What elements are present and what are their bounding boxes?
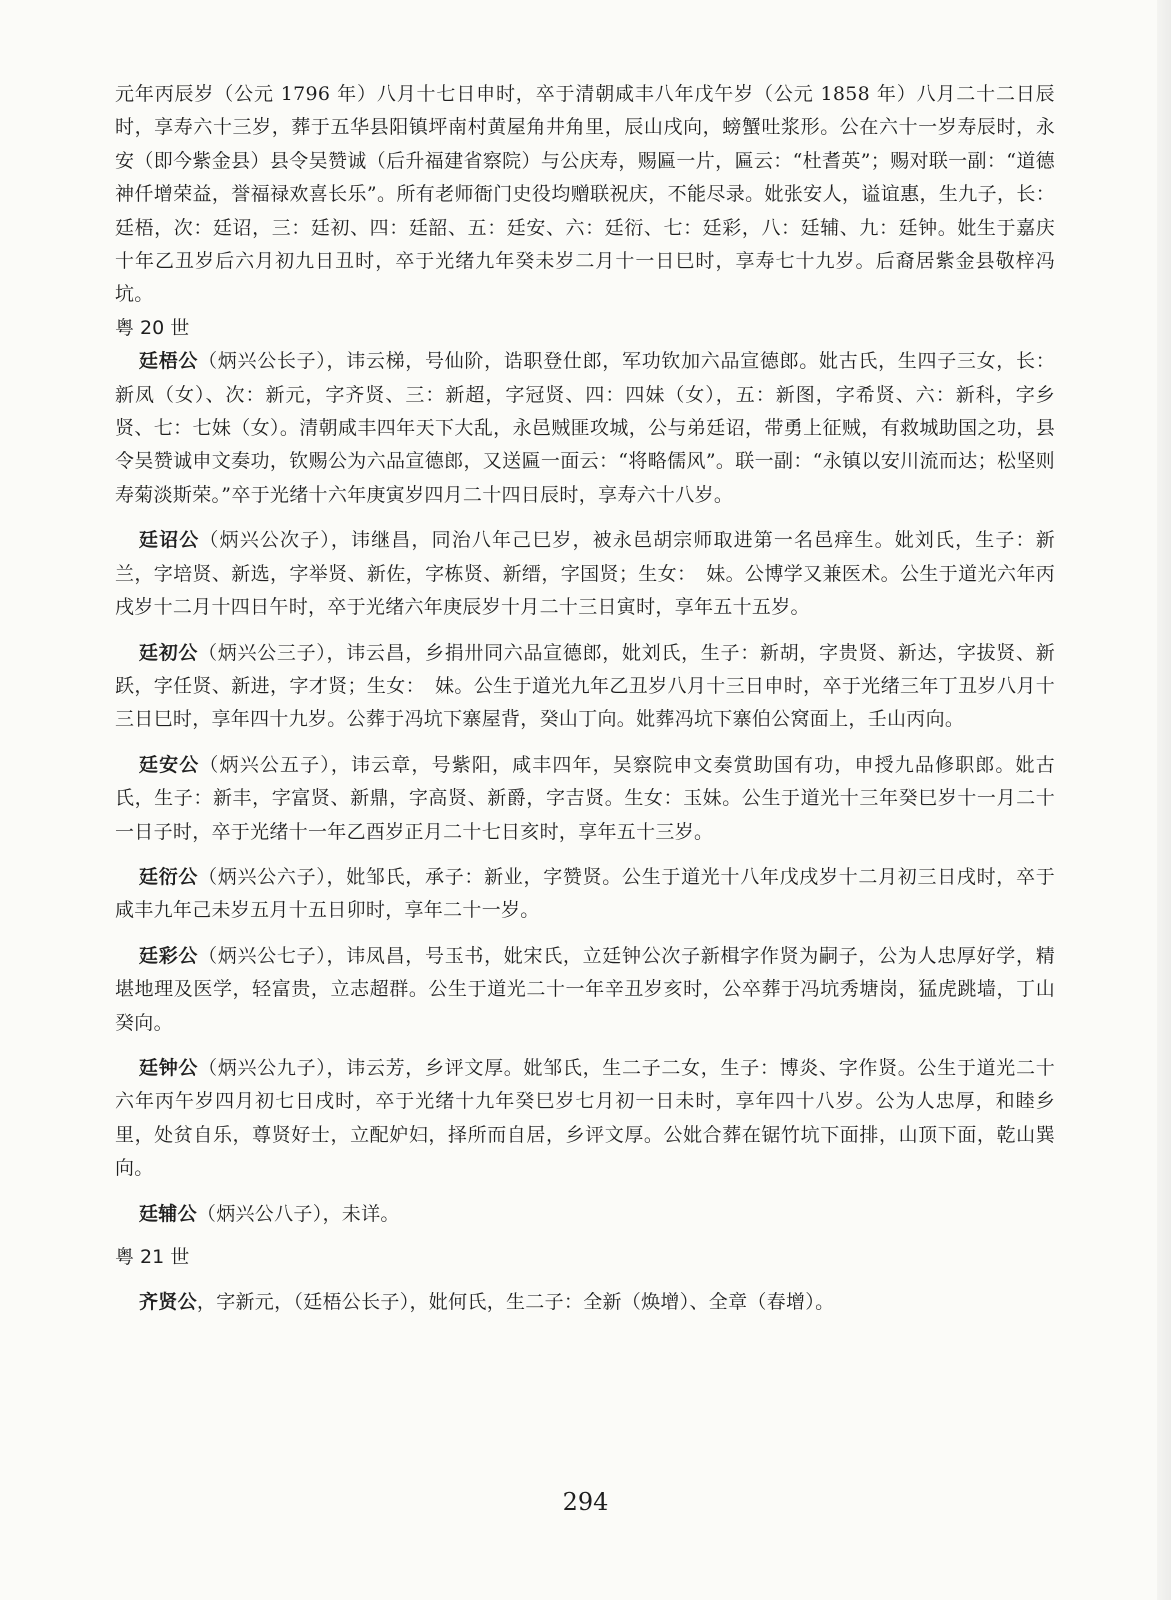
intro-paragraph: 元年丙辰岁（公元 1796 年）八月十七日申时，卒于清朝咸丰八年戊午岁（公元 1858 年）八月二十二日辰时，享寿六十三岁，葬于五华县阳镇坪南村黄屋角井角里，辰山戌向，螃蟹吐浆形。公在六十一岁寿辰时，永安（即今紫金县）县令吴赞诚（后升福建省察院）与公庆寿，赐匾一片，匾云：“杜耆英”；赐对联一副：“道德神仟增荣益，誉福禄欢喜长乐”。所有老师衙门史役均赠联祝庆，不能尽录。妣张安人，谥谊惠，生九子，长：廷梧，次：廷诏，三：廷初、四：廷韶、五：廷安、六：廷衍、七：廷彩，八：廷辅、九：廷钟。妣生于嘉庆十年乙丑岁后六月初九日丑时，卒于光绪九年癸未岁二月十一日巳时，享寿七十九岁。后裔居紫金县敬梓冯坑。 <box>115 83 1055 306</box>
entry-text: （炳兴公长子），讳云梯，号仙阶，诰职登仕郎，军功钦加六品宣德郎。妣古氏，生四子三女，长：新凤（女）、次：新元，字齐贤、三：新超，字冠贤、四：四妹（女），五：新图，字希贤、六：新科，字乡贤、七：七妹（女）。清朝咸丰四年天下大乱，永邑贼匪攻城，公与弟廷诏，带勇上征贼，有救城助国之功，县令吴赞诚申文奏功，钦赐公为六品宣德郎，又送匾一面云：“将略儒风”。联一副：“永镇以安川流而达；松坚则寿菊淡斯荣。”卒于光绪十六年庚寅岁四月二十四日辰时，享寿六十八岁。 <box>115 350 1056 506</box>
page-edge-shadow <box>1157 0 1171 1600</box>
generation-heading-20: 粤 20 世 <box>115 316 190 339</box>
entry-name: 廷梧公 <box>139 350 199 373</box>
text-body <box>115 78 1055 1320</box>
entry-paragraph <box>115 1286 1055 1319</box>
entry-name: 廷安公 <box>139 753 200 776</box>
entry-paragraph <box>115 524 1055 624</box>
entry-text: ，字新元，（廷梧公长子），妣何氏，生二子：全新（焕增）、全章（春增）。 <box>196 1291 835 1314</box>
entry-name: 廷衍公 <box>139 865 199 888</box>
page-number: 294 <box>562 1488 609 1516</box>
entry-text: （炳兴公九子），讳云芳，乡评文厚。妣邹氏，生二子二女，生子：博炎、字作贤。公生于道光二十六年丙午岁四月初七日戌时，卒于光绪十九年癸巳岁七月初一日未时，享年四十八岁。公为人忠厚，和睦乡里，处贫自乐，尊贤好士，立配妒妇，择所而自居，乡评文厚。公妣合葬在锯竹坑下面排，山顶下面，乾山巽向。 <box>115 1056 1056 1180</box>
entry-paragraph <box>115 345 1055 512</box>
entry-text: （炳兴公三子），讳云昌，乡捐卅同六品宣德郎，妣刘氏，生子：新胡，字贵贤、新达，字拔贤、新跃，字任贤、新进，字才贤；生女： 妹。公生于道光九年乙丑岁八月十三日申时，卒于光绪三年丁丑岁八月十三日巳时，享年四十九岁。公葬于冯坑下寨屋背，癸山丁向。妣葬冯坑下寨伯公窝面上，壬山丙向。 <box>115 641 1056 731</box>
entry-name: 廷钟公 <box>139 1056 199 1079</box>
entry-text: （炳兴公五子），讳云章，号紫阳，咸丰四年，吴察院申文奏赏助国有功，申授九品修职郎。妣古氏，生子：新丰，字富贤、新鼎，字高贤、新爵，字吉贤。生女：玉妹。公生于道光十三年癸巳岁十一月二十一日子时，卒于光绪十一年乙酉岁正月二十七日亥时，享年五十三岁。 <box>115 753 1055 843</box>
entry-paragraph <box>115 940 1055 1040</box>
entry-text: （炳兴公次子），讳继昌，同治八年己巳岁，被永邑胡宗师取进第一名邑痒生。妣刘氏，生子：新兰，字培贤、新选，字举贤、新佐，字栋贤、新缙，字国贤；生女： 妹。公博学又兼医术。公生于道光六年丙戌岁十二月十四日午时，卒于光绪六年庚辰岁十月二十三日寅时，享年五十五岁。 <box>115 529 1055 619</box>
entry-name: 廷彩公 <box>139 944 199 967</box>
entry-paragraph <box>115 1198 1055 1231</box>
entry-name: 廷辅公 <box>139 1202 197 1225</box>
entry-name: 廷诏公 <box>139 529 200 552</box>
entry-name: 廷初公 <box>139 641 199 664</box>
entry-text: （炳兴公七子），讳凤昌，号玉书，妣宋氏，立廷钟公次子新楫字作贤为嗣子，公为人忠厚好学，精堪地理及医学，轻富贵，立志超群。公生于道光二十一年辛丑岁亥时，公卒葬于冯坑秀塘岗，猛虎跳墙，丁山癸向。 <box>115 944 1056 1034</box>
entry-text: （炳兴公八子），未详。 <box>196 1202 400 1225</box>
entry-text: （炳兴公六子），妣邹氏，承子：新业，字赞贤。公生于道光十八年戊戌岁十二月初三日戌时，卒于咸丰九年己未岁五月十五日卯时，享年二十一岁。 <box>115 865 1056 922</box>
entry-name: 齐贤公 <box>139 1291 197 1314</box>
generation-heading-21: 粤 21 世 <box>115 1246 190 1268</box>
entry-paragraph <box>115 861 1055 928</box>
entry-paragraph <box>115 637 1055 737</box>
entry-paragraph <box>115 749 1055 849</box>
entry-paragraph <box>115 1052 1055 1186</box>
